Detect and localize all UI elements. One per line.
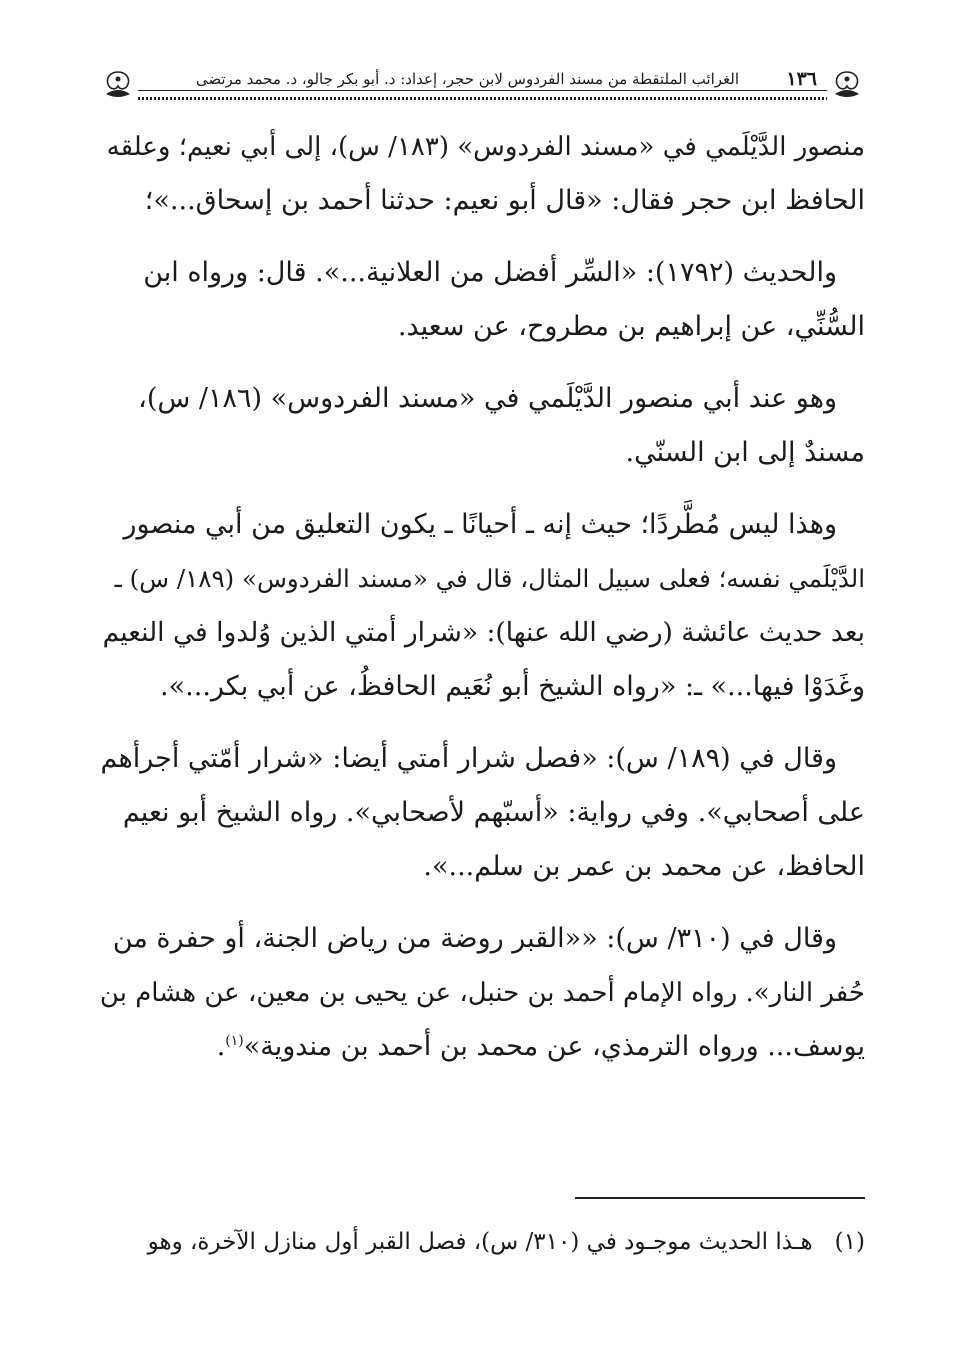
paragraph bbox=[100, 912, 865, 1074]
text-line-body: يوسف... ورواه الترمذي، عن محمد بن أحمد بن مندوية» bbox=[243, 1031, 865, 1062]
paragraph bbox=[100, 372, 865, 480]
text-line: وغَدَوْا فيها...» ـ: «رواه الشيخ أبو نُعَيم الحافظُ، عن أبي بكر...». bbox=[160, 671, 865, 702]
header-rule bbox=[138, 90, 827, 100]
text-line: بعد حديث عائشة (رضي الله عنها): «شرار أمتي الذين وُلدوا في النعيم bbox=[102, 617, 865, 648]
footnote-number: (١) bbox=[834, 1229, 865, 1255]
text-line: حُفر النار». رواه الإمام أحمد بن حنبل، عن يحيى بن معين، عن هشام بن bbox=[100, 978, 865, 1008]
text-line: وهذا ليس مُطَّردًا؛ حيث إنه ـ أحيانًا ـ يكون التعليق من أبي منصور bbox=[123, 509, 837, 540]
footnote-text: هـذا الحديث موجـود في (٣١٠/ س)، فصل القبر أول منازل الآخرة، وهو bbox=[147, 1229, 813, 1255]
text-line: والحديث (١٧٩٢): «السِّر أفضل من العلانية...». قال: ورواه ابن bbox=[143, 257, 837, 288]
text-line: الحافظ، عن محمد بن عمر بن سلم...». bbox=[423, 851, 865, 882]
footnote-reference[interactable]: (١) bbox=[225, 1033, 244, 1049]
text-line bbox=[100, 1020, 865, 1074]
paragraph bbox=[100, 246, 865, 354]
text-line: الدَّيْلَمي نفسه؛ فعلى سبيل المثال، قال في «مسند الفردوس» (١٨٩/ س) ـ bbox=[114, 564, 865, 593]
running-title: الغرائب الملتقطة من مسند الفردوس لابن حجر، إعداد: د. أبو بكر جالو، د. محمد مرتضى bbox=[192, 70, 743, 88]
running-header bbox=[100, 66, 865, 106]
text-line: مسندٌ إلى ابن السنّي. bbox=[625, 437, 865, 468]
line-tail: . bbox=[216, 1031, 226, 1062]
footnote bbox=[100, 1222, 865, 1262]
header-ornament-right-icon bbox=[829, 68, 865, 102]
header-ornament-left-icon bbox=[100, 68, 136, 102]
paragraph bbox=[100, 498, 865, 714]
text-line: منصور الدَّيْلَمي في «مسند الفردوس» (١٨٣/ س)، إلى أبي نعيم؛ وعلقه bbox=[106, 132, 865, 162]
text-line: وهو عند أبي منصور الدَّيْلَمي في «مسند الفردوس» (١٨٦/ س)، bbox=[138, 383, 837, 414]
footnote-separator bbox=[575, 1197, 865, 1199]
text-line: السُّنِّي، عن إبراهيم بن مطروح، عن سعيد. bbox=[397, 311, 865, 342]
text-line: الحافظ ابن حجر فقال: «قال أبو نعيم: حدثنا أحمد بن إسحاق...»؛ bbox=[144, 185, 865, 216]
text-line: وقال في (٣١٠/ س): ««القبر روضة من رياض الجنة، أو حفرة من bbox=[112, 923, 837, 954]
paragraph bbox=[100, 120, 865, 228]
text-line: وقال في (١٨٩/ س): «فصل شرار أمتي أيضا: «شرار أمّتي أجرأهم bbox=[100, 743, 837, 774]
page-number: ١٣٦ bbox=[782, 68, 821, 90]
body-text bbox=[100, 120, 865, 1092]
text-line: على أصحابي». وفي رواية: «أسبّهم لأصحابي». رواه الشيخ أبو نعيم bbox=[122, 797, 865, 828]
paragraph bbox=[100, 732, 865, 894]
